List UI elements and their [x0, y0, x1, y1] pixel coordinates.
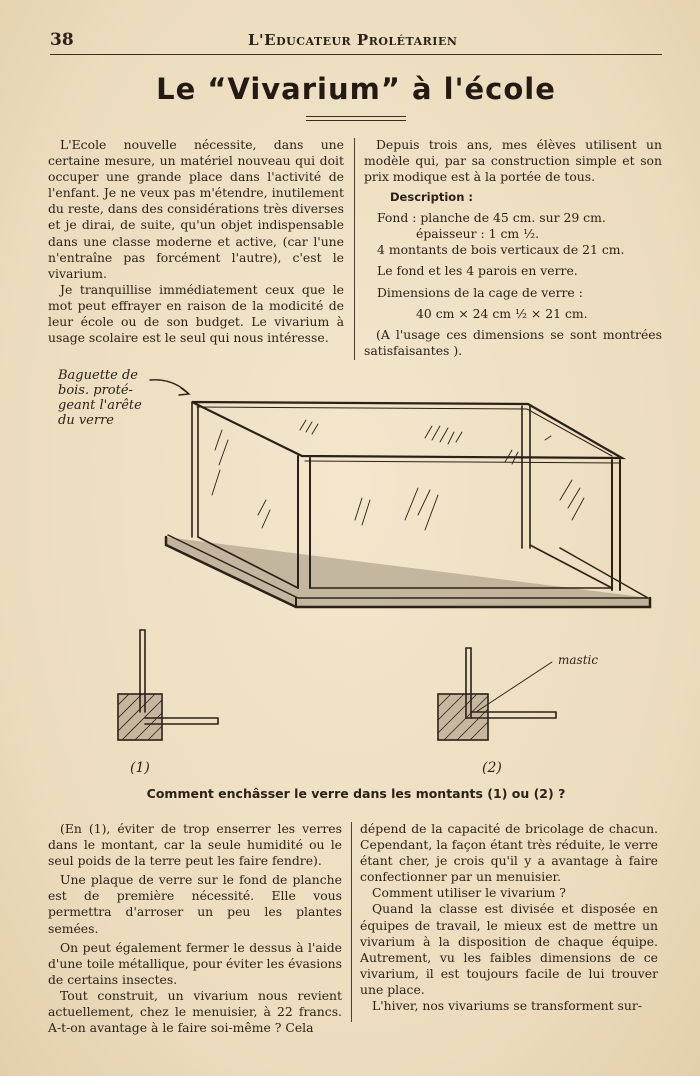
figure-1-label: (1): [130, 760, 150, 776]
mastic-label: mastic: [558, 653, 599, 667]
description-dimensions-value: 40 cm × 24 cm ½ × 21 cm.: [416, 306, 588, 321]
mastic-pointer: [476, 662, 552, 712]
annotation-arrow: [150, 380, 188, 393]
description-parois: Le fond et les 4 parois en verre.: [377, 263, 578, 278]
paragraph: On peut également fermer le dessus à l'aide d'une toile métallique, pour éviter les évasions de certains insectes.: [48, 939, 342, 987]
annotation-line: du verre: [58, 413, 114, 428]
post-back-right: [522, 406, 530, 548]
detail-figure-2: [438, 648, 556, 740]
figure-caption: Comment enchâsser le verre dans les montants (1) ou (2) ?: [146, 786, 566, 801]
paragraph: L'Ecole nouvelle nécessite, dans une certaine mesure, un matériel nouveau qui doit occuper une grande place dans l'activité de l'enfant. Je ne veux pas m'étendre, inutilement du reste, dans des considérations très diverses et je dirai, de suite, qu'un objet indispensable dans une classe moderne et active, (car l'une n'entraîne pas forcément l'autre), c'est le vivarium.: [48, 137, 344, 281]
figure-2-label: (2): [482, 760, 502, 776]
description-montants: 4 montants de bois verticaux de 21 cm.: [377, 242, 625, 257]
post-front-right: [612, 460, 620, 590]
annotation-line: geant l'arête: [58, 398, 142, 413]
description-epaisseur: épaisseur : 1 cm ½.: [416, 226, 540, 241]
paragraph: Je tranquillise immédiatement ceux que le mot peut effrayer en raison de la modicité de leur école ou de son budget. Le vivarium à usage scolaire est le seul qui nous intéresse.: [48, 281, 344, 346]
section-question: Comment utiliser le vivarium ?: [372, 885, 566, 901]
article-title: Le “Vivarium” à l'école: [156, 72, 556, 106]
bottom-right-column: [360, 821, 658, 1014]
description-heading: Description :: [390, 190, 473, 204]
description-fond: Fond : planche de 45 cm. sur 29 cm.: [377, 210, 606, 225]
bottom-left-column: [48, 821, 342, 1036]
top-frame: [192, 402, 622, 458]
paragraph: (A l'usage ces dimensions se sont montrées satisfaisantes ).: [364, 327, 662, 359]
detail-figure-1: [118, 630, 218, 740]
paragraph: Quand la classe est divisée et disposée en équipes de travail, le mieux est de mettre un vivarium à la disposition de chaque équipe. Autrement, vu les faibles dimensions de ce vivarium, il est toujours facile de lui trouver une place.: [360, 901, 658, 997]
running-title: L'Educateur Prolétarien: [248, 31, 458, 49]
paragraph: (En (1), éviter de trop enserrer les verres dans le montant, car la seule humidité ou le seul poids de la terre peut les faire fendre).: [48, 821, 342, 869]
annotation-line: Baguette de: [58, 368, 138, 383]
paragraph: L'hiver, nos vivariums se transforment sur-: [372, 998, 643, 1014]
glass-reflections: [212, 420, 584, 530]
base-board-front: [166, 537, 650, 607]
column-divider: [351, 822, 352, 1022]
paragraph: Depuis trois ans, mes élèves utilisent un modèle qui, par sa construction simple et son prix modique est à la portée de tous.: [364, 137, 662, 185]
paragraph: Une plaque de verre sur le fond de planche est de première nécessité. Elle vous permettra d'arroser un peu les plantes semées.: [48, 872, 342, 936]
page-number: 38: [50, 30, 74, 50]
description-dimensions-label: Dimensions de la cage de verre :: [377, 285, 583, 300]
annotation-line: bois. proté-: [58, 383, 133, 398]
post-back-left: [192, 402, 198, 537]
paragraph: Tout construit, un vivarium nous revient actuellement, chez le menuisier, à 22 francs. A-t-on avantage à le faire soi-même ? Cela: [48, 987, 342, 1036]
paragraph: dépend de la capacité de bricolage de chacun. Cependant, la façon étant très réduite, le verre étant cher, je crois qu'il y a avantage à faire confectionner par un menuisier.: [360, 821, 658, 885]
